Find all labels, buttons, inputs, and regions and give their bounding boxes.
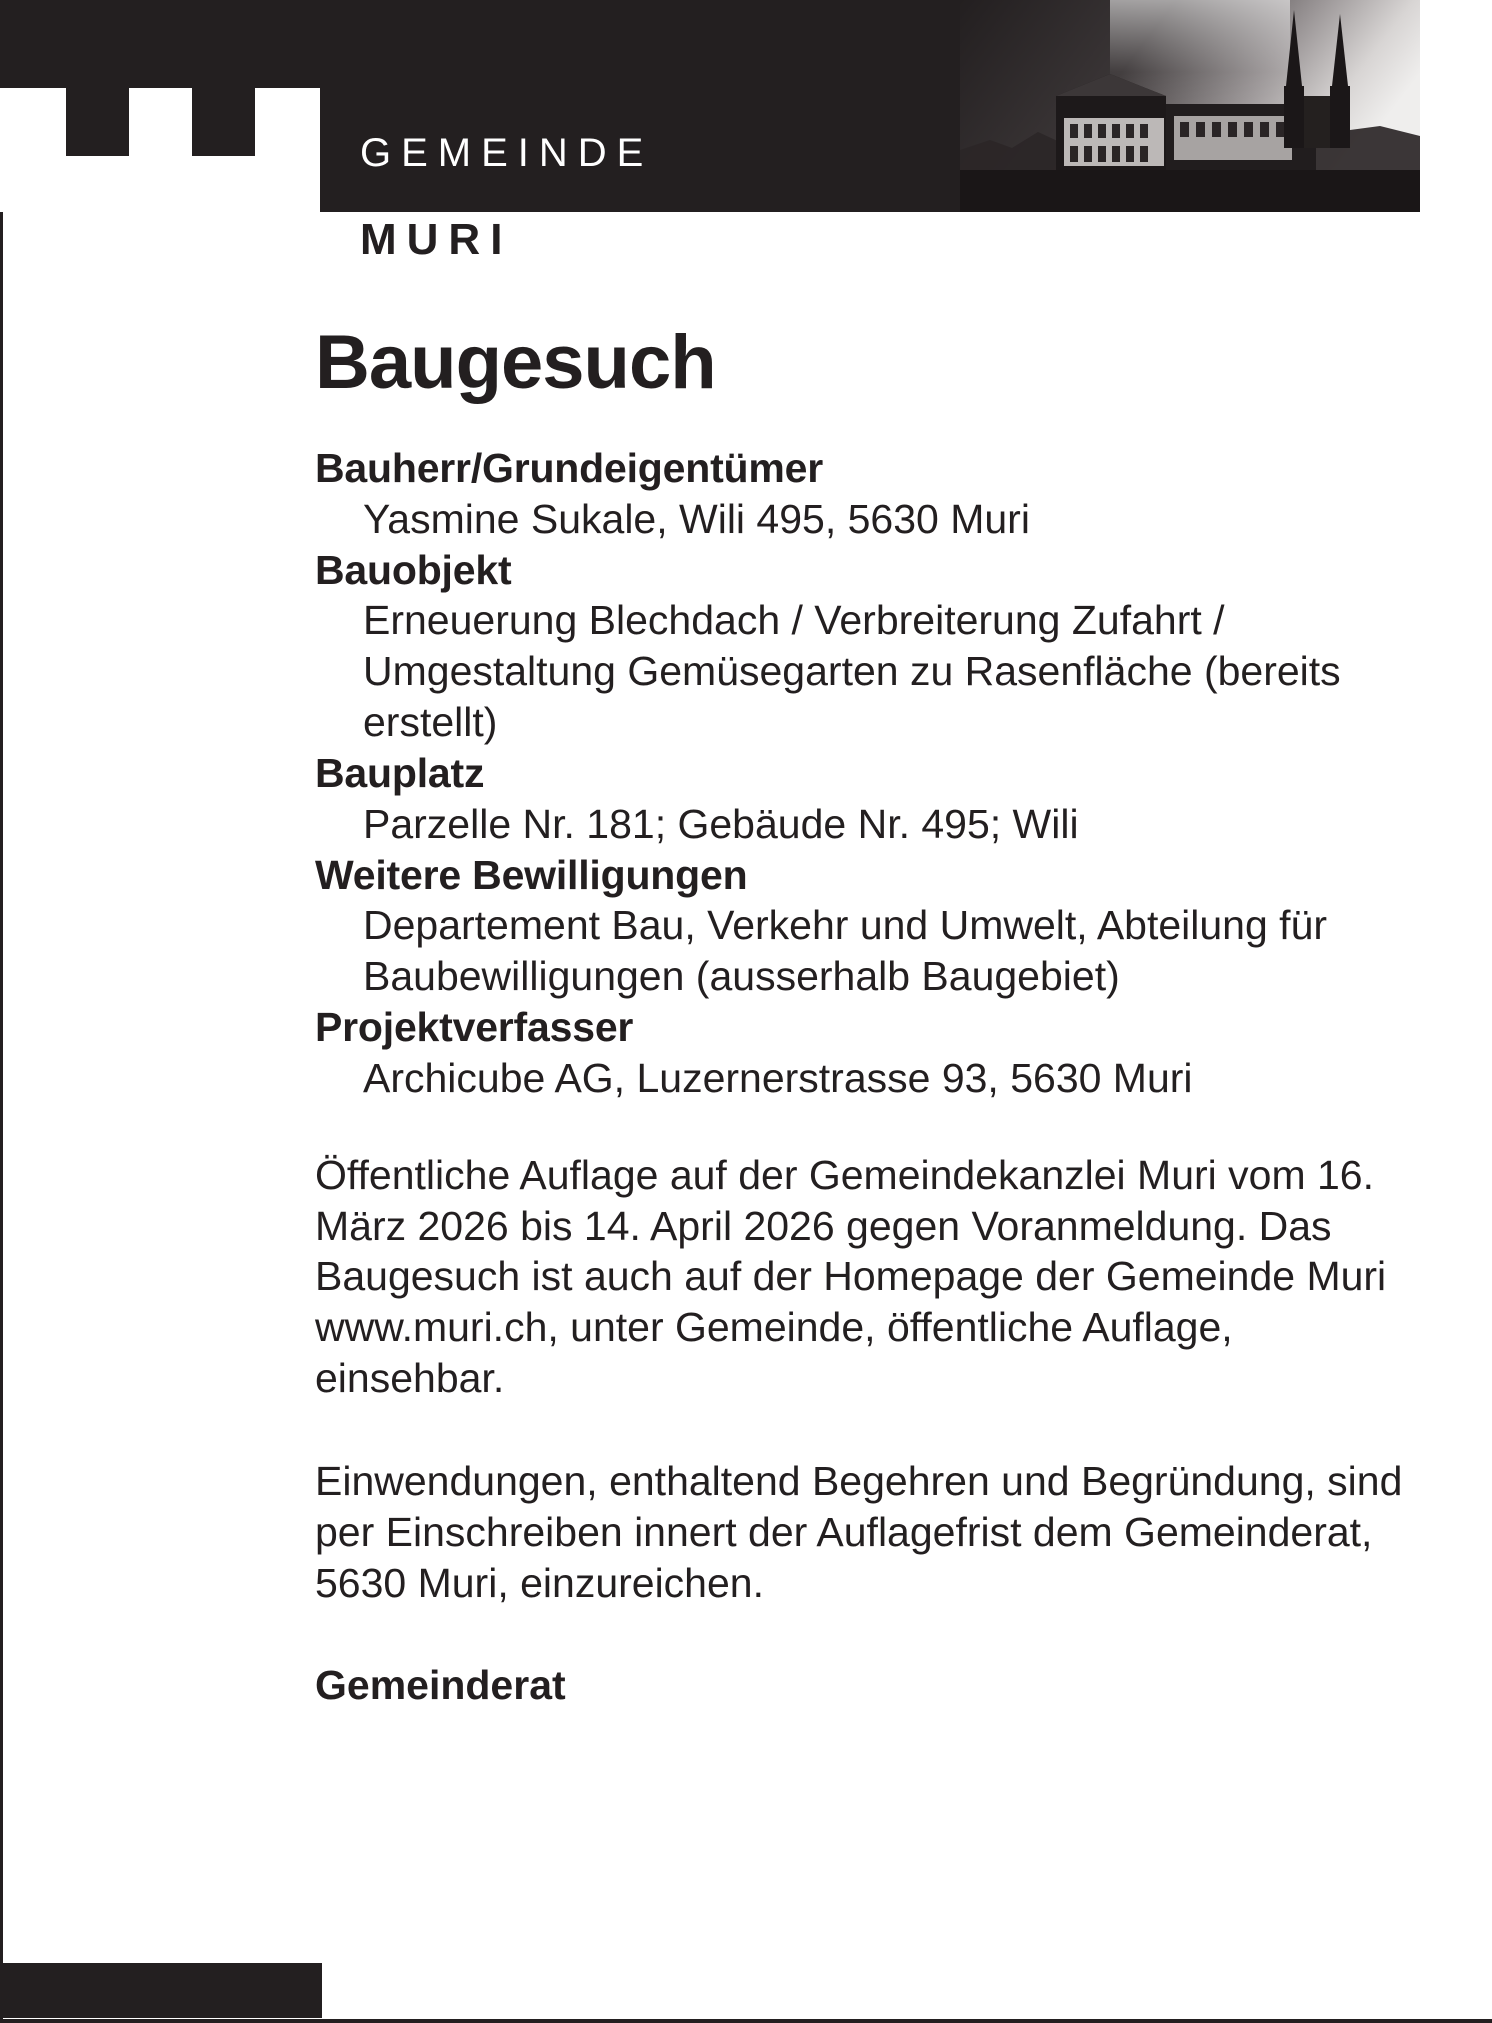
page-title: Baugesuch (315, 320, 716, 405)
battlement-merlon-1 (66, 88, 129, 156)
battlement-cutout (0, 88, 320, 212)
field-bauplatz (315, 748, 1410, 850)
notice-content (315, 320, 1410, 1711)
masthead (0, 0, 1420, 212)
field-bauherr (315, 443, 1410, 545)
paragraph-public-display: Öffentliche Auflage auf der Gemeindekanzlei Muri vom 16. März 2026 bis 14. April 2026 gegen Voranmeldung. Das Baugesuch ist auch auf der Homepage der Gemeinde Muri www.muri.ch, unter Gemeinde, öffentliche Auflage, einsehbar. (315, 1151, 1387, 1402)
field-value: Yasmine Sukale, Wili 495, 5630 Muri (363, 495, 1030, 542)
page-bottom-rule (0, 2019, 1492, 2023)
field-projektverfasser (315, 1002, 1410, 1104)
field-label: Bauplatz (315, 749, 485, 796)
abbey-church-silhouette-icon (960, 0, 1420, 212)
application-details (315, 443, 1410, 1104)
field-bauobjekt (315, 545, 1410, 748)
footer-block (0, 1963, 322, 2018)
signature-authority: Gemeinderat (315, 1662, 566, 1709)
field-weitere-bewilligungen (315, 850, 1410, 1002)
field-label: Projektverfasser (315, 1004, 634, 1051)
field-value: Parzelle Nr. 181; Gebäude Nr. 495; Wili (363, 800, 1079, 847)
field-label: Weitere Bewilligungen (315, 851, 748, 898)
brand-gemeinde: GEMEINDE (360, 131, 654, 175)
brand-muri: MURI (360, 215, 513, 264)
field-value: Archicube AG, Luzernerstrasse 93, 5630 Muri (363, 1054, 1193, 1101)
page-left-rule (0, 0, 3, 2023)
paragraph-objections: Einwendungen, enthaltend Begehren und Begründung, sind per Einschreiben innert der Auflagefrist dem Gemeinderat, 5630 Muri, einzureichen. (315, 1457, 1403, 1606)
field-label: Bauobjekt (315, 546, 512, 593)
battlement-merlon-2 (192, 88, 255, 156)
field-label: Bauherr/Grundeigentümer (315, 445, 823, 491)
abbey-photo (960, 0, 1420, 212)
field-value: Departement Bau, Verkehr und Umwelt, Abteilung für Baubewilligungen (ausserhalb Baugebiet) (363, 902, 1328, 1000)
field-value: Erneuerung Blechdach / Verbreiterung Zufahrt / Umgestaltung Gemüsegarten zu Rasenfläche (bereits erstellt) (363, 597, 1341, 746)
